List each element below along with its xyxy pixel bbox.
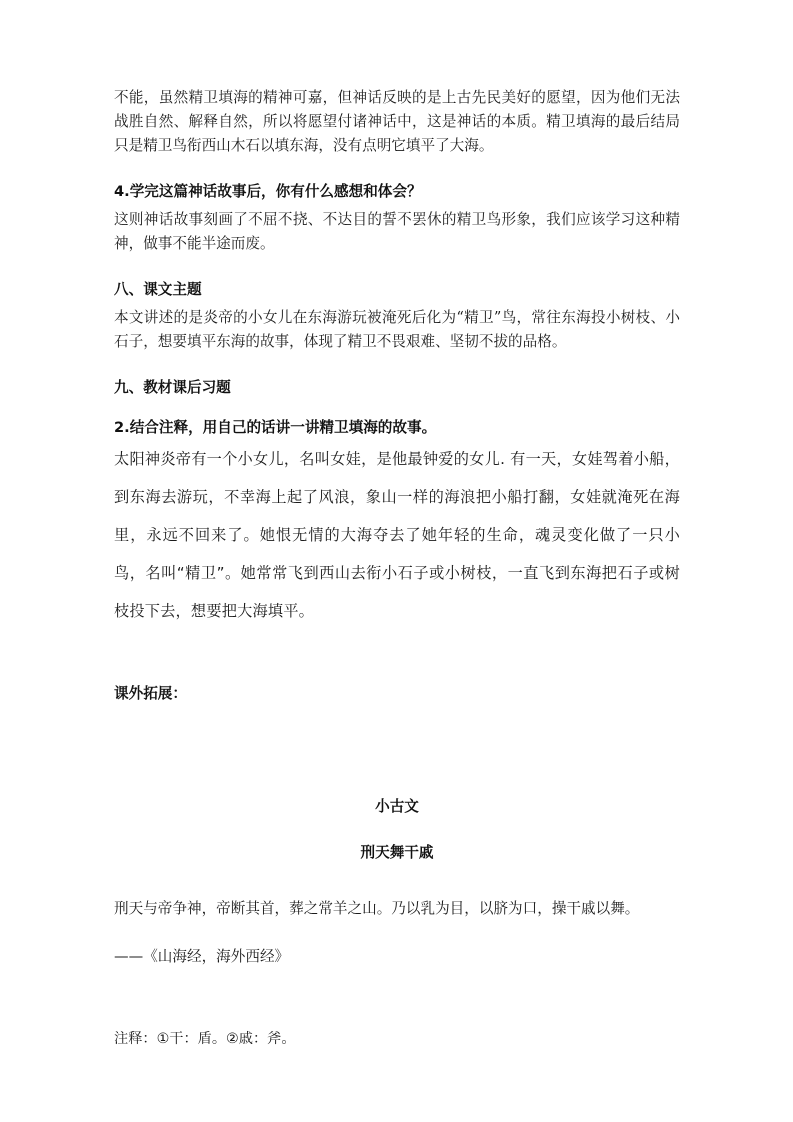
section-nine-story: 太阳神炎帝有一个小女儿，名叫女娃，是他最钟爱的女儿. 有一天，女娃驾着小船，到东海去游玩，不幸海上起了风浪，象山一样的海浪把小船打翻，女娃就淹死在海里，永远不回来了。她恨无情的大海夺去了她年轻的生命，魂灵变化做了一只小鸟，名叫“精卫”。她常常飞到西山去衔小石子或小树枝，一直飞到东海把石子或树枝投下去，想要把大海填平。 [114, 450, 680, 620]
section-eight-heading: 八、课文主题 [114, 281, 202, 298]
section-eight [114, 278, 680, 354]
extension-label: 课外拓展： [114, 685, 187, 702]
question-4-section [114, 180, 680, 256]
extension-section [114, 682, 680, 703]
classical-body: 刑天与帝争神，帝断其首，葬之常羊之山。乃以乳为目，以脐为口，操干戚以舞。 [114, 900, 640, 917]
classical-piece-section [114, 795, 680, 1051]
question-4-answer: 这则神话故事刻画了不屈不挠、不达目的誓不罢休的精卫鸟形象，我们应该学习这种精神，做事不能半途而废。 [114, 211, 680, 252]
classical-category-title: 小古文 [375, 798, 419, 815]
section-nine-question-2: 2.结合注释，用自己的话讲一讲精卫填海的故事。 [114, 419, 437, 436]
answer-paragraph: 不能，虽然精卫填海的精神可嘉，但神话反映的是上古先民美好的愿望，因为他们无法战胜自然、解释自然，所以将愿望付诸神话中，这是神话的本质。精卫填海的最后结局只是精卫鸟衔西山木石以填东海，没有点明它填平了大海。 [114, 89, 680, 154]
section-nine-heading: 九、教材课后习题 [114, 379, 231, 396]
classical-notes: 注释：①干：盾。②戚：斧。 [114, 1031, 296, 1047]
section-nine [114, 376, 680, 630]
question-4-heading: 4.学完这篇神话故事后，你有什么感想和体会？ [114, 183, 422, 200]
section-eight-body: 本文讲述的是炎帝的小女儿在东海游玩被淹死后化为“精卫”鸟，常往东海投小树枝、小石子，想要填平东海的故事，体现了精卫不畏艰难、坚韧不拔的品格。 [114, 309, 680, 350]
classical-source: ——《山海经，海外西经》 [114, 948, 290, 965]
classical-title: 刑天舞干戚 [360, 844, 434, 861]
document-content [114, 86, 680, 1051]
